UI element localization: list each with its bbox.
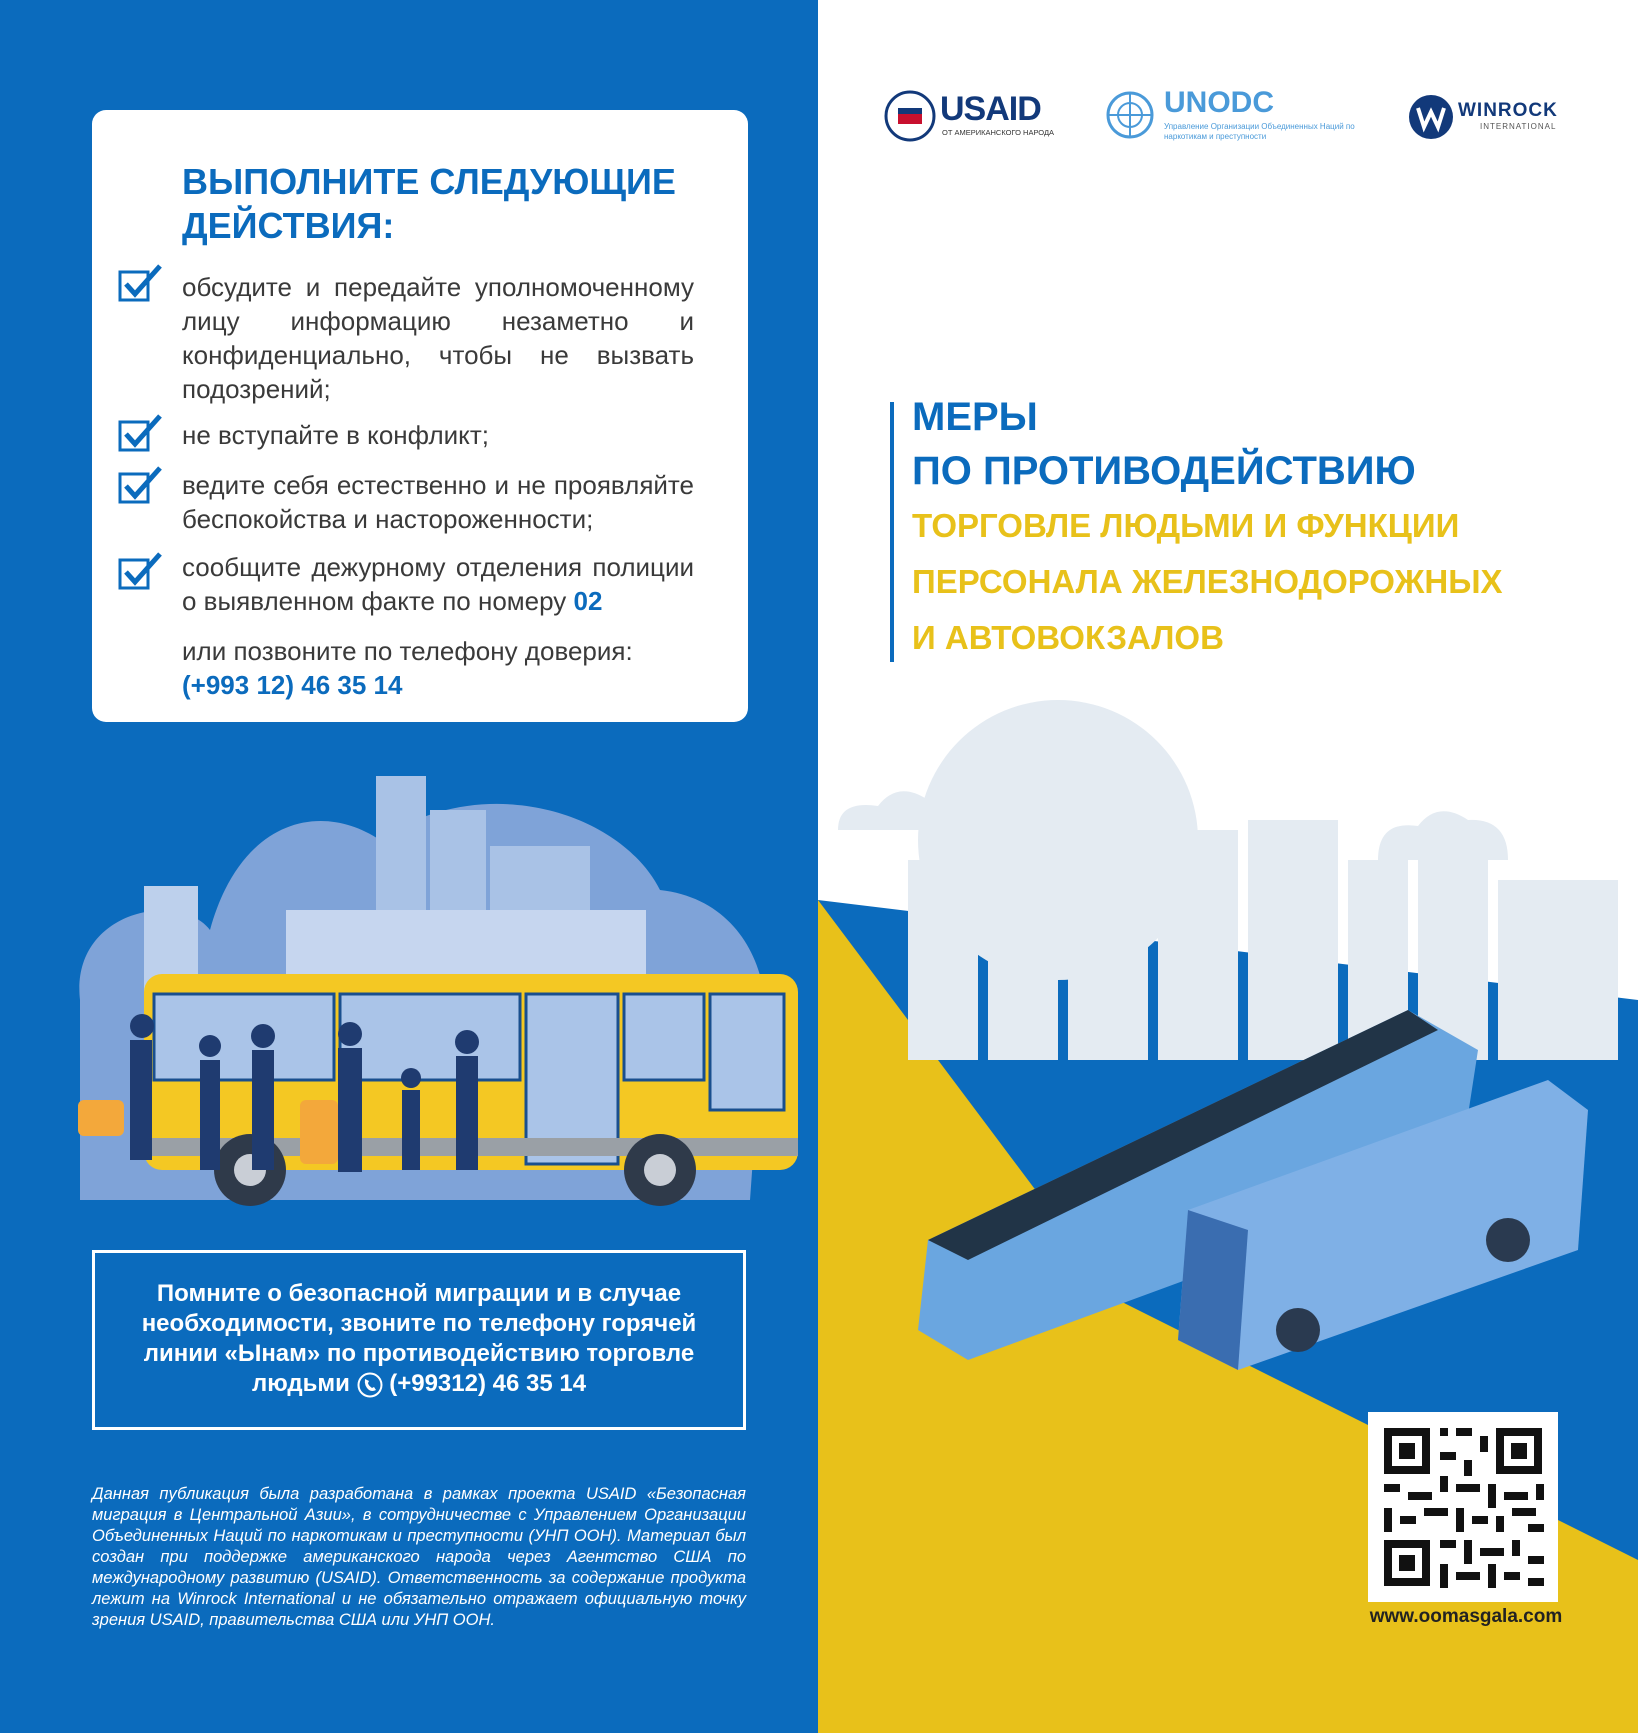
hotline-box [92, 1250, 746, 1430]
phone-icon [357, 1372, 383, 1398]
usaid-sub: ОТ АМЕРИКАНСКОГО НАРОДА [942, 128, 1055, 137]
winrock-w-icon [1408, 94, 1454, 140]
title-line-4: ПЕРСОНАЛА ЖЕЛЕЗНОДОРОЖНЫХ [912, 563, 1503, 600]
title-accent-bar [890, 402, 894, 662]
checkbox-icon [118, 464, 164, 504]
trust-text: или позвоните по телефону доверия: [182, 636, 633, 666]
unodc-text: UNODC [1164, 86, 1274, 119]
winrock-logo [1408, 94, 1558, 145]
hotline-text [115, 1279, 723, 1399]
trust-phone: (+993 12) 46 35 14 [182, 670, 403, 700]
website-link[interactable]: www.oomasgala.com [1369, 1606, 1563, 1627]
action-item-police [182, 550, 694, 618]
action-item: ведите себя естественно и не проявляйте беспокойства и настороженности; [182, 470, 694, 534]
title-line-1: МЕРЫ [912, 395, 1038, 439]
hotline-message: Помните о безопасной миграции и в случае необходимости, звоните по телефону горячей линии «Ынам» по противодействию торговле людьми [141, 1280, 697, 1397]
checkbox-icon [118, 550, 164, 590]
left-panel [0, 0, 818, 1733]
title-line-2: ПО ПРОТИВОДЕЙСТВИЮ [912, 449, 1416, 493]
hotline-phone: (+99312) 46 35 14 [389, 1370, 587, 1397]
winrock-sub: INTERNATIONAL [1480, 122, 1557, 131]
usaid-text: USAID [940, 90, 1041, 128]
actions-card [92, 110, 748, 722]
action-item: не вступайте в конфликт; [182, 420, 489, 450]
usaid-seal-icon [884, 90, 936, 142]
unodc-sub: Управление Организации Объединенных Наций по наркотикам и преступности [1164, 122, 1355, 141]
disclaimer: Данная публикация была разработана в рамках проекта USAID «Безопасная миграция в Центральной Азии», в сотрудничестве с Управлением Организации Объединенных Наций по наркотикам и преступности (УНП ООН). Материал был создан при поддержке американского народа через Агентство США по международному развитию (USAID). Ответственность за содержание продукта лежит на Winrock International и не обязательно отражает официальную точку зрения USAID, правительства США или УНП ООН. [92, 1485, 746, 1629]
police-number: 02 [573, 586, 603, 616]
qr-code-icon [1368, 1412, 1558, 1602]
card-title: ВЫПОЛНИТЕ СЛЕДУЮЩИЕ ДЕЙСТВИЯ: [182, 161, 676, 246]
unodc-logo [1102, 86, 1355, 147]
title-line-5: И АВТОВОКЗАЛОВ [912, 619, 1224, 656]
winrock-text: WINROCK [1458, 100, 1558, 121]
bus-stop-illustration [60, 760, 800, 1210]
un-emblem-icon [1102, 88, 1158, 142]
checkbox-icon [118, 412, 164, 452]
title-line-3: ТОРГОВЛЕ ЛЮДЬМИ И ФУНКЦИИ [912, 507, 1460, 544]
police-text: сообщите дежурному отделения полиции о выявленном факте по номеру [182, 552, 694, 616]
qr-code[interactable] [1368, 1412, 1558, 1602]
cover-title [912, 390, 1632, 666]
action-item: обсудите и передайте уполномоченному лицу информацию незаметно и конфиденциально, чтобы не вызвать подозрений; [182, 272, 694, 404]
checkbox-icon [118, 262, 164, 302]
usaid-logo [884, 90, 1055, 147]
